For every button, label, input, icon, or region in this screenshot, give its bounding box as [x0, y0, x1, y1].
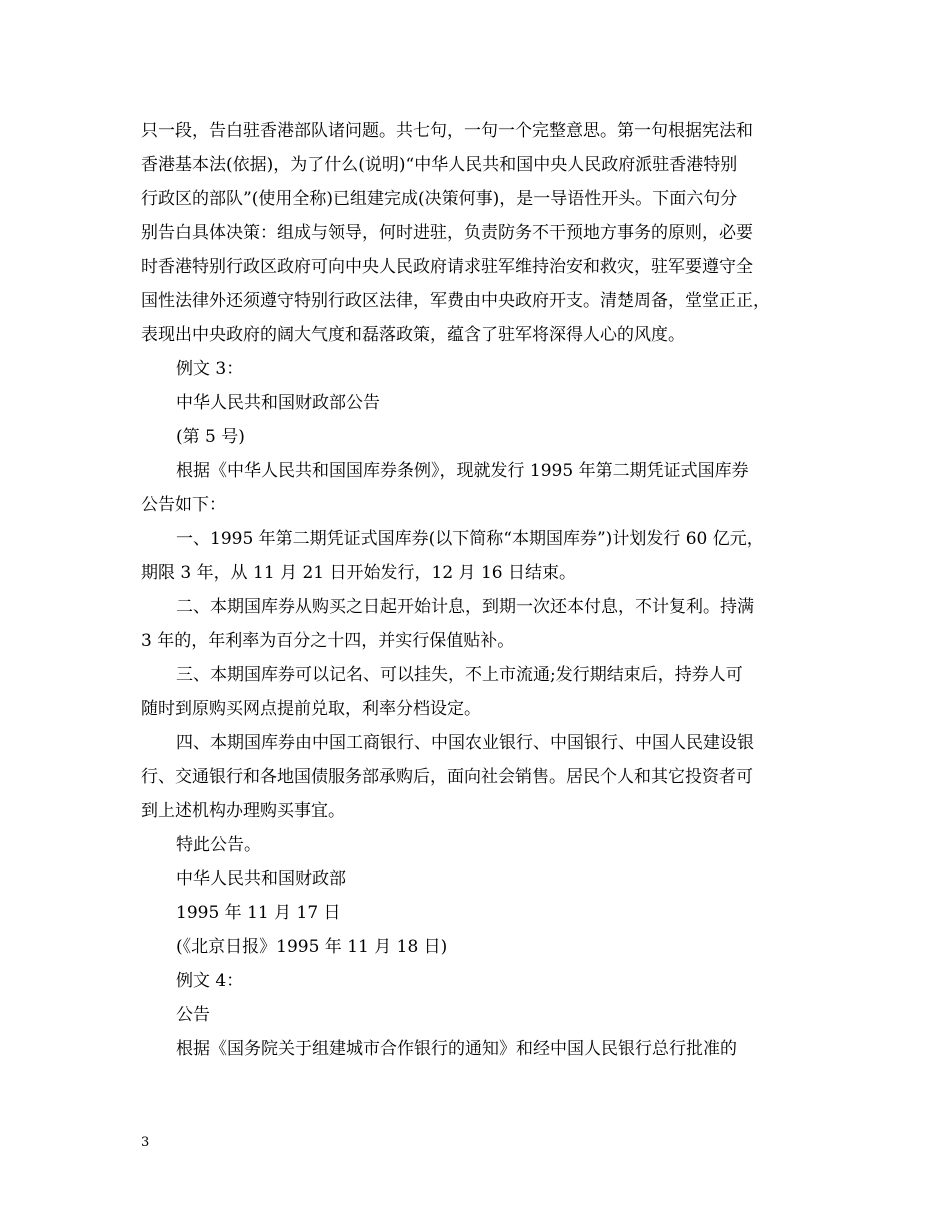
announcement-title: 中华人民共和国财政部公告 — [176, 393, 380, 413]
example-heading: 例文 3： — [176, 359, 244, 379]
paragraph-line: 香港基本法(依据)，为了什么(说明)“中华人民共和国中央人民政府派驻香港特别 — [141, 155, 738, 175]
paragraph-line: 一、1995 年第二期凭证式国库券(以下简称“本期国库券”)计划发行 60 亿元， — [176, 529, 764, 549]
source-citation: (《北京日报》1995 年 11 月 18 日) — [176, 937, 448, 957]
paragraph-line: 行政区的部队”(使用全称)已组建完成(决策何事)，是一导语性开头。下面六句分 — [141, 189, 738, 209]
paragraph-line: 四、本期国库券由中国工商银行、中国农业银行、中国银行、中国人民建设银 — [176, 733, 754, 753]
paragraph-line: 期限 3 年，从 11 月 21 日开始发行，12 月 16 日结束。 — [141, 563, 576, 583]
paragraph-line: 只一段，告白驻香港部队诸问题。共七句，一句一个完整意思。第一句根据宪法和 — [141, 121, 753, 141]
paragraph-line: 3 年的，年利率为百分之十四，并实行保值贴补。 — [141, 631, 515, 651]
paragraph-line: 别告白具体决策：组成与领导，何时进驻，负责防务不干预地方事务的原则，必要 — [141, 223, 753, 243]
paragraph-line: 时香港特别行政区政府可向中央人民政府请求驻军维持治安和救灾，驻军要遵守全 — [141, 257, 753, 277]
paragraph-line: 表现出中央政府的阔大气度和磊落政策，蕴含了驻军将深得人心的风度。 — [141, 325, 685, 345]
announcement-title: 公告 — [176, 1005, 210, 1025]
page-number: 3 — [141, 1135, 150, 1150]
issuer-name: 中华人民共和国财政部 — [176, 869, 346, 889]
closing-line: 特此公告。 — [176, 835, 261, 855]
announcement-number: (第 5 号) — [176, 427, 245, 447]
paragraph-line: 根据《国务院关于组建城市合作银行的通知》和经中国人民银行总行批准的 — [176, 1039, 737, 1059]
issue-date: 1995 年 11 月 17 日 — [176, 903, 341, 923]
example-heading: 例文 4： — [176, 971, 244, 991]
paragraph-line: 二、本期国库券从购买之日起开始计息，到期一次还本付息，不计复利。持满 — [176, 597, 754, 617]
paragraph-line: 国性法律外还须遵守特别行政区法律，军费由中央政府开支。清楚周备，堂堂正正， — [141, 291, 770, 311]
paragraph-line: 三、本期国库券可以记名、可以挂失，不上市流通;发行期结束后，持券人可 — [176, 665, 743, 685]
paragraph-line: 公告如下： — [141, 495, 226, 515]
paragraph-line: 根据《中华人民共和国国库券条例》，现就发行 1995 年第二期凭证式国库券 — [176, 461, 749, 481]
paragraph-line: 行、交通银行和各地国债服务部承购后，面向社会销售。居民个人和其它投资者可 — [141, 767, 753, 787]
paragraph-line: 到上述机构办理购买事宜。 — [141, 801, 345, 821]
paragraph-line: 随时到原购买网点提前兑取，利率分档设定。 — [141, 699, 481, 719]
